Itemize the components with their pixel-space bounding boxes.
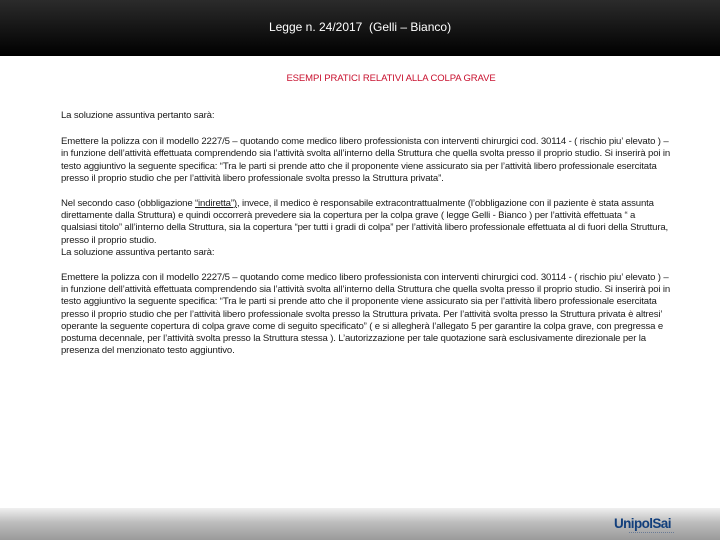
second-case-rest: , invece, il medico è responsabile extracontrattualmente (l’obbligazione con il paziente è stata assunta direttamente dalla Struttura) e quindi occorrerà prevedere sia la copertura per la colpa grave ( legge Gelli - Bianco ) per l’attività effettuata “ a qualsiasi titolo” all’interno della Struttura, sia la copertura “per tutti i gradi di colpa” per l’attività libero professionale effettuata al di fuori della Struttura, presso il proprio studio. bbox=[61, 198, 669, 246]
unipolsai-logo bbox=[614, 516, 714, 538]
second-case-lead: Nel secondo caso (obbligazione bbox=[61, 198, 196, 210]
logo-wordmark: UnipolSai bbox=[614, 516, 671, 531]
paragraph-second-case bbox=[61, 198, 671, 247]
slide-title: Legge n. 24/2017 (Gelli – Bianco) bbox=[268, 20, 452, 34]
indirect-term: “indiretta”) bbox=[195, 198, 237, 210]
footer-bar bbox=[0, 508, 720, 540]
logo-tagline-decoration bbox=[629, 532, 674, 535]
section-subtitle: ESEMPI PRATICI RELATIVI ALLA COLPA GRAVE bbox=[286, 73, 496, 84]
paragraph-solution-2: Emettere la polizza con il modello 2227/5 – quotando come medico libero professionista con interventi chirurgici cod. 30114 - ( rischio piu’ elevato ) – in funzione dell’attività effettuata comprendendo sia l’attività svolta all’interno della Struttura che quella svolta presso il proprio studio. Si inserirà poi in testo aggiuntivo la seguente specifica: “Tra le parti si prende atto che il proponente viene assicurato sia per l’attività libero professionale esercitata presso il proprio studio che per l’attività libero professionale svolta presso la Struttura privata. Per l’attività svolta presso la Struttura privata è altresi’ operante la seguente copertura di colpa grave come di seguito specificato” ( e si allegherà l’allegato 5 per garantire la colpa grave, con pregressa e postuma decennale, per l’attività svolta presso la Struttura stessa ). L’autorizzazione per tale quotazione sarà esclusivamente direzionale per la presenza del menzionato testo aggiuntivo. bbox=[61, 272, 671, 357]
header-bar bbox=[0, 0, 720, 56]
paragraph-solution-1: Emettere la polizza con il modello 2227/5 – quotando come medico libero professionista con interventi chirurgici cod. 30114 - ( rischio piu’ elevato ) – in funzione dell’attività effettuata comprendendo sia l’attività svolta all’interno della Struttura che quella svolta presso il proprio studio. Si inserirà poi in testo aggiuntivo la seguente specifica: “Tra le parti si prende atto che il proponente viene assicurato sia per l’attività libero professionale esercitata presso il proprio studio che per l’attività libero professionale svolta presso la Struttura privata”. bbox=[61, 136, 671, 184]
paragraph-intro-2: La soluzione assuntiva pertanto sarà: bbox=[61, 246, 215, 258]
paragraph-intro-1: La soluzione assuntiva pertanto sarà: bbox=[61, 110, 215, 121]
body-text bbox=[61, 110, 671, 357]
